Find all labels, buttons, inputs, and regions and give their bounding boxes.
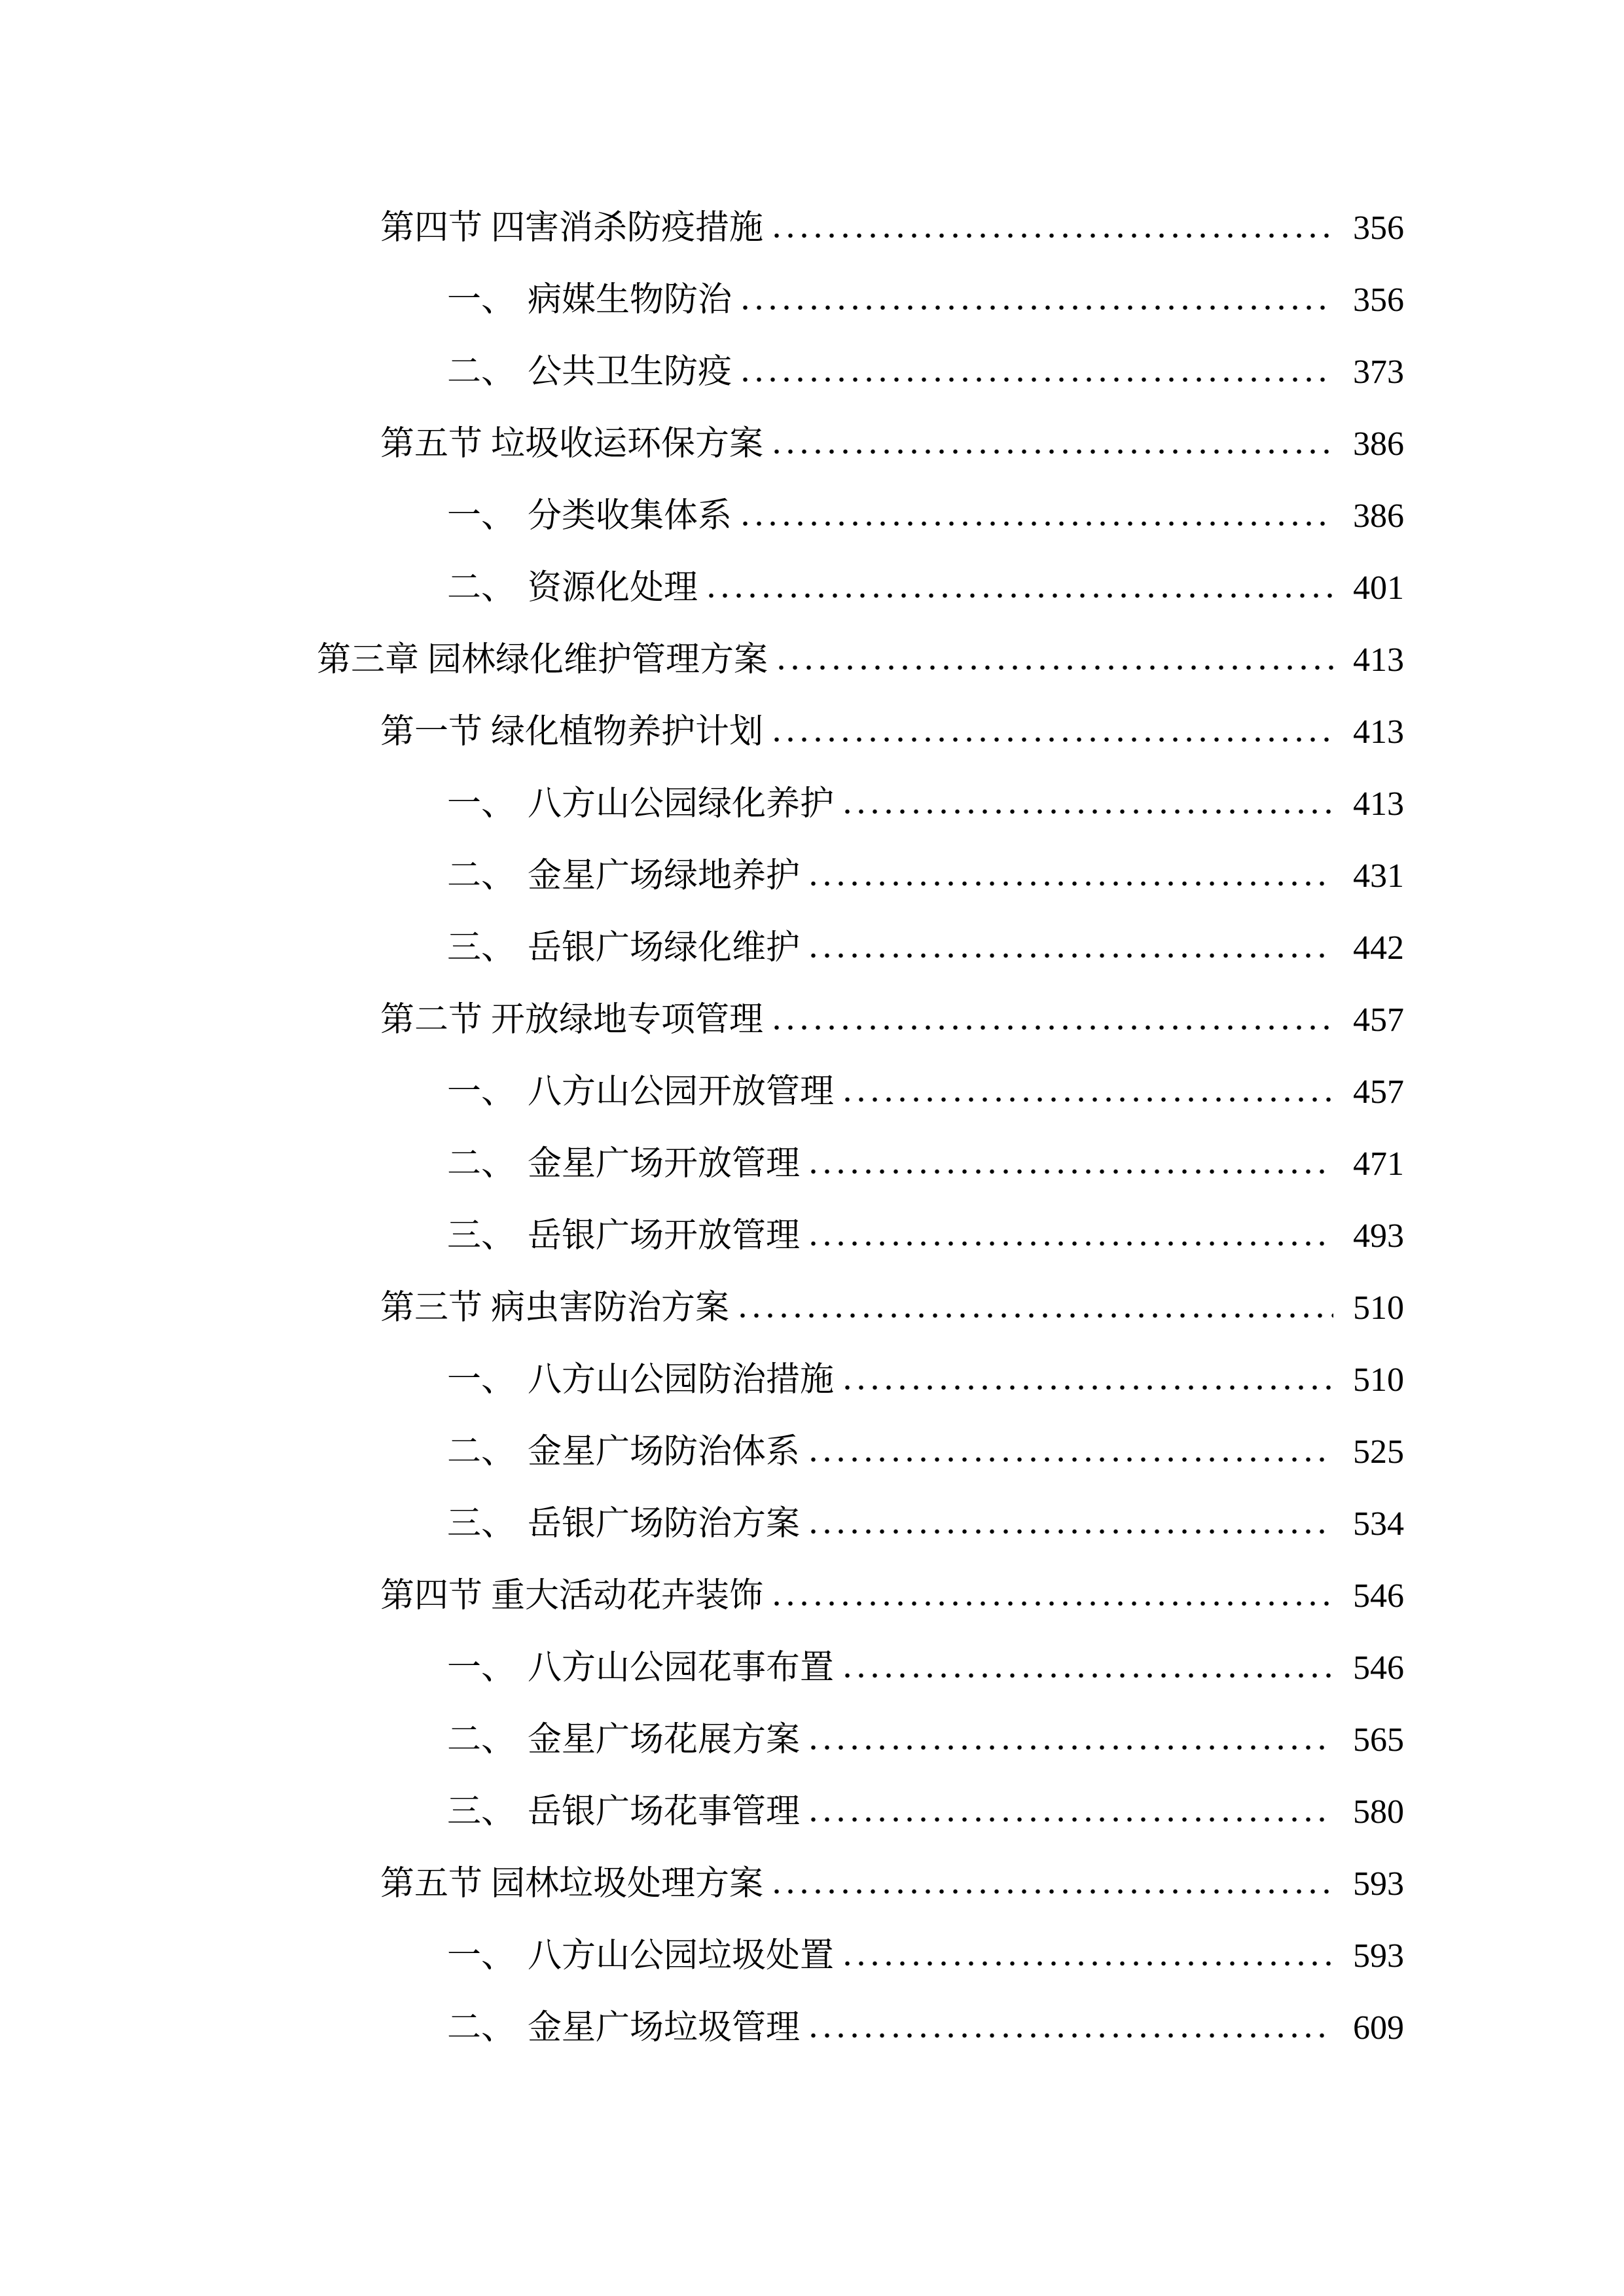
toc-page-number: 386 — [1353, 497, 1404, 535]
toc-entry-title: 金星广场垃圾管理 — [528, 2009, 801, 2047]
toc-page-number: 510 — [1353, 1361, 1404, 1399]
toc-entry — [0, 1488, 1624, 1560]
toc-entry — [0, 1416, 1624, 1488]
toc-page-number: 565 — [1353, 1721, 1404, 1759]
toc-leader-dots — [770, 736, 1333, 743]
toc-page-number: 593 — [1353, 1937, 1404, 1975]
toc-entry-title: 第五节 园林垃圾处理方案 — [380, 1865, 764, 1903]
toc-entry-title: 公共卫生防疫 — [528, 353, 732, 391]
toc-entry-marker: 三、 — [447, 1217, 516, 1255]
toc-leader-dots — [806, 1168, 1333, 1175]
toc-entry — [0, 1128, 1624, 1200]
toc-entry-title: 病媒生物防治 — [528, 281, 732, 319]
toc-entry-marker: 二、 — [447, 1433, 516, 1471]
toc-page-number: 457 — [1353, 1001, 1404, 1039]
toc-page-number: 525 — [1353, 1433, 1404, 1471]
toc-leader-dots — [770, 232, 1333, 239]
toc-entry — [0, 1056, 1624, 1128]
toc-leader-dots — [806, 1744, 1333, 1751]
toc-entry-marker: 一、 — [447, 785, 516, 823]
toc-page-number: 593 — [1353, 1865, 1404, 1903]
toc-entry — [0, 696, 1624, 768]
toc-entry — [0, 768, 1624, 840]
toc-page-number: 457 — [1353, 1073, 1404, 1111]
toc-leader-dots — [704, 592, 1333, 599]
toc-page-number: 356 — [1353, 281, 1404, 319]
toc-page-number: 401 — [1353, 569, 1404, 607]
toc-leader-dots — [840, 808, 1333, 815]
toc-entry-marker: 二、 — [447, 1145, 516, 1183]
toc-page-number: 386 — [1353, 425, 1404, 463]
toc-entry — [0, 1776, 1624, 1848]
toc-entry-marker: 一、 — [447, 1937, 516, 1975]
toc-entry-marker: 三、 — [447, 1505, 516, 1543]
toc-entry-marker: 二、 — [447, 569, 516, 607]
toc-entry-title: 岳银广场开放管理 — [528, 1217, 801, 1255]
toc-entry — [0, 912, 1624, 984]
toc-entry-title: 金星广场花展方案 — [528, 1721, 801, 1759]
toc-entry-title: 岳银广场绿化维护 — [528, 929, 801, 967]
toc-entry-title: 第四节 重大活动花卉装饰 — [380, 1577, 764, 1615]
toc-leader-dots — [774, 664, 1333, 671]
toc-leader-dots — [736, 1312, 1333, 1319]
toc-entry-title: 岳银广场防治方案 — [528, 1505, 801, 1543]
toc-entry — [0, 840, 1624, 912]
toc-entry — [0, 1272, 1624, 1344]
toc-entry — [0, 1344, 1624, 1416]
toc-entry-marker: 二、 — [447, 2009, 516, 2047]
toc-entry-marker: 三、 — [447, 1793, 516, 1831]
toc-entry-title: 八方山公园防治措施 — [528, 1361, 835, 1399]
toc-entry-marker: 二、 — [447, 353, 516, 391]
toc-leader-dots — [806, 880, 1333, 887]
toc-page-number: 580 — [1353, 1793, 1404, 1831]
toc-entry — [0, 624, 1624, 696]
toc-page-number: 373 — [1353, 353, 1404, 391]
toc-leader-dots — [738, 520, 1333, 527]
toc-leader-dots — [806, 1456, 1333, 1463]
toc-leader-dots — [770, 448, 1333, 455]
toc-page-number: 471 — [1353, 1145, 1404, 1183]
toc-page-number: 413 — [1353, 641, 1404, 679]
toc-entry-marker: 一、 — [447, 281, 516, 319]
toc-page-number: 442 — [1353, 929, 1404, 967]
toc-entry — [0, 1920, 1624, 1992]
toc-entry — [0, 264, 1624, 336]
toc-entry-title: 第五节 垃圾收运环保方案 — [380, 425, 764, 463]
toc-entry-title: 岳银广场花事管理 — [528, 1793, 801, 1831]
toc-entry-title: 第二节 开放绿地专项管理 — [380, 1001, 764, 1039]
toc-leader-dots — [806, 1528, 1333, 1535]
toc-entry-title: 金星广场开放管理 — [528, 1145, 801, 1183]
toc-entry-marker: 一、 — [447, 1649, 516, 1687]
toc-entry — [0, 336, 1624, 408]
toc-leader-dots — [840, 1384, 1333, 1391]
toc-entry — [0, 1632, 1624, 1704]
toc-leader-dots — [806, 2032, 1333, 2039]
toc-entry — [0, 1200, 1624, 1272]
toc-page-number: 356 — [1353, 209, 1404, 247]
toc-entry-title: 金星广场绿地养护 — [528, 857, 801, 895]
toc-entry-title: 第一节 绿化植物养护计划 — [380, 713, 764, 751]
toc-entry-title: 八方山公园绿化养护 — [528, 785, 835, 823]
toc-page-number: 413 — [1353, 713, 1404, 751]
toc-entry-marker: 三、 — [447, 929, 516, 967]
toc-entry — [0, 552, 1624, 624]
toc-leader-dots — [840, 1672, 1333, 1679]
toc-entry-marker: 一、 — [447, 497, 516, 535]
toc-entry-title: 八方山公园花事布置 — [528, 1649, 835, 1687]
toc-page-number: 546 — [1353, 1649, 1404, 1687]
toc-page-number: 493 — [1353, 1217, 1404, 1255]
toc-entry-title: 第三节 病虫害防治方案 — [380, 1289, 730, 1327]
toc-entry-marker: 一、 — [447, 1361, 516, 1399]
toc-page-number: 431 — [1353, 857, 1404, 895]
toc-page-number: 546 — [1353, 1577, 1404, 1615]
toc-page-number: 609 — [1353, 2009, 1404, 2047]
toc-entry-title: 第四节 四害消杀防疫措施 — [380, 209, 764, 247]
toc-entry-title: 金星广场防治体系 — [528, 1433, 801, 1471]
toc-entry — [0, 192, 1624, 264]
toc-leader-dots — [738, 376, 1333, 383]
toc-entry — [0, 1848, 1624, 1920]
toc-page-number: 413 — [1353, 785, 1404, 823]
toc-entry-marker: 二、 — [447, 857, 516, 895]
toc-entry — [0, 1704, 1624, 1776]
toc-leader-dots — [770, 1024, 1333, 1031]
toc-leader-dots — [770, 1600, 1333, 1607]
toc-entry-title: 分类收集体系 — [528, 497, 732, 535]
toc-entry — [0, 408, 1624, 480]
table-of-contents — [0, 192, 1624, 2064]
toc-leader-dots — [806, 1816, 1333, 1823]
toc-leader-dots — [840, 1096, 1333, 1103]
toc-entry — [0, 1560, 1624, 1632]
toc-leader-dots — [738, 304, 1333, 311]
toc-page-number: 510 — [1353, 1289, 1404, 1327]
toc-entry — [0, 984, 1624, 1056]
toc-entry-title: 第三章 园林绿化维护管理方案 — [317, 641, 768, 679]
toc-entry — [0, 480, 1624, 552]
toc-leader-dots — [806, 1240, 1333, 1247]
toc-entry-title: 资源化处理 — [528, 569, 698, 607]
toc-leader-dots — [806, 952, 1333, 959]
toc-entry-title: 八方山公园垃圾处置 — [528, 1937, 835, 1975]
toc-leader-dots — [840, 1960, 1333, 1967]
toc-page-number: 534 — [1353, 1505, 1404, 1543]
toc-entry-marker: 二、 — [447, 1721, 516, 1759]
toc-entry-marker: 一、 — [447, 1073, 516, 1111]
toc-entry — [0, 1992, 1624, 2064]
toc-entry-title: 八方山公园开放管理 — [528, 1073, 835, 1111]
toc-leader-dots — [770, 1888, 1333, 1895]
